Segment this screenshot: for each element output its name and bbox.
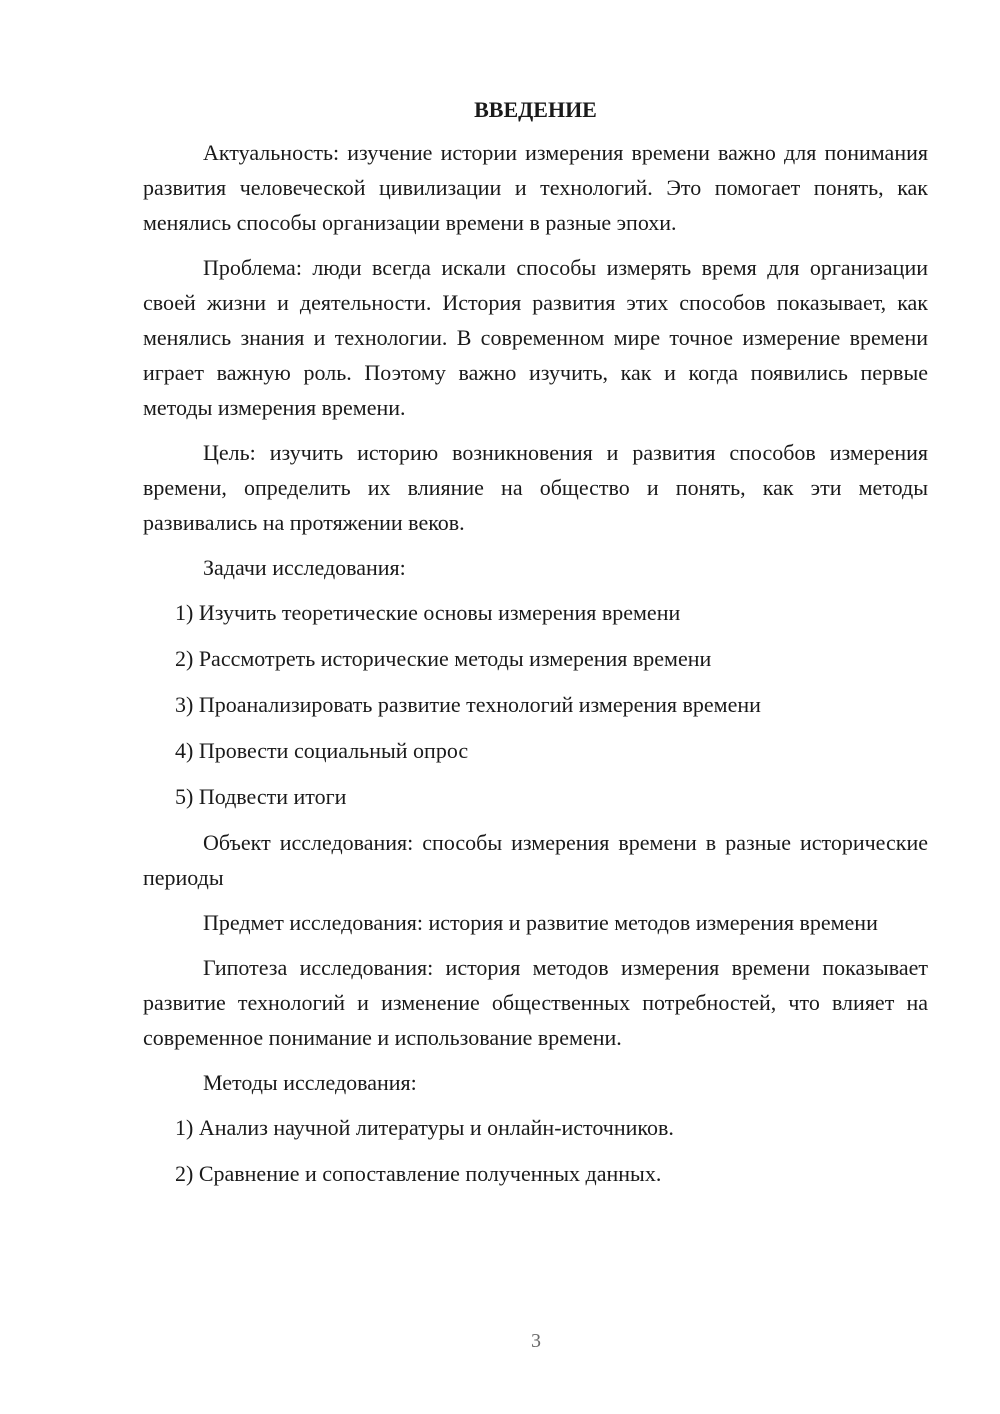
methods-list bbox=[143, 1110, 928, 1191]
subject-paragraph: Предмет исследования: история и развитие методов измерения времени bbox=[203, 910, 878, 935]
problem-paragraph: Проблема: люди всегда искали способы измерять время для организации своей жизни и деятельности. История развития этих способов показывает, как менялись знания и технологии. В современном мире точное измерение времени играет важную роль. Поэтому важно изучить, как и когда появились первые методы измерения времени. bbox=[143, 255, 928, 420]
hypothesis-paragraph: Гипотеза исследования: история методов измерения времени показывает развитие технологий и изменение общественных потребностей, что влияет на современное понимание и использование времени. bbox=[143, 955, 928, 1050]
section-title: ВВЕДЕНИЕ bbox=[474, 97, 597, 122]
relevance-paragraph: Актуальность: изучение истории измерения времени важно для понимания развития человеческой цивилизации и технологий. Это помогает понять, как менялись способы организации времени в разные эпохи. bbox=[143, 140, 928, 235]
list-item: 2) Рассмотреть исторические методы измерения времени bbox=[175, 646, 712, 671]
list-item: 3) Проанализировать развитие технологий измерения времени bbox=[175, 692, 761, 717]
goal-paragraph: Цель: изучить историю возникновения и развития способов измерения времени, определить их влияние на общество и понять, как эти методы развивались на протяжении веков. bbox=[143, 440, 928, 535]
page-number: 3 bbox=[531, 1330, 541, 1352]
list-item: 4) Провести социальный опрос bbox=[175, 738, 469, 763]
page-content bbox=[143, 92, 928, 1202]
methods-heading: Методы исследования: bbox=[203, 1070, 417, 1095]
list-item: 1) Анализ научной литературы и онлайн-источников. bbox=[175, 1115, 674, 1140]
list-item: 5) Подвести итоги bbox=[175, 784, 347, 809]
tasks-heading: Задачи исследования: bbox=[203, 555, 406, 580]
object-paragraph: Объект исследования: способы измерения времени в разные исторические периоды bbox=[143, 830, 928, 890]
list-item: 1) Изучить теоретические основы измерения времени bbox=[175, 600, 681, 625]
tasks-list bbox=[143, 595, 928, 814]
list-item: 2) Сравнение и сопоставление полученных данных. bbox=[175, 1161, 662, 1186]
